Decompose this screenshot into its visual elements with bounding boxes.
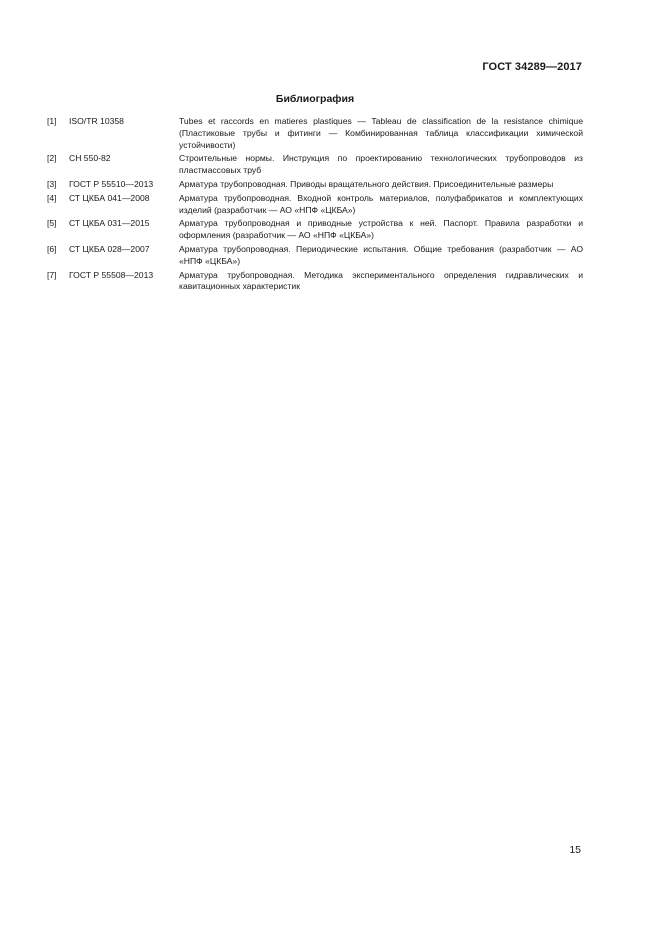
entry-number: [3]: [47, 178, 57, 189]
entry-number: [5]: [47, 218, 57, 229]
entry-document-code: СТ ЦКБА 028—2007: [69, 243, 150, 254]
entry-document-code: СТ ЦКБА 031—2015: [69, 218, 150, 229]
entry-title: Tubes et raccords en matieres plastiques — Tableau de classification de la resistance chimique (Пластиковые трубы и фитинги — Комбинированная таблица классификации химической устойчивости): [179, 116, 583, 150]
bibliography-entry: [47, 116, 583, 151]
entry-document-code: ГОСТ Р 55508—2013: [69, 269, 154, 280]
entry-number: [6]: [47, 243, 57, 254]
document-code: ГОСТ 34289—2017: [482, 61, 582, 73]
entry-title: Строительные нормы. Инструкция по проектированию технологических трубопроводов из пластмассовых труб: [179, 153, 583, 176]
entry-number: [1]: [47, 116, 57, 126]
entry-document-code: ISO/TR 10358: [69, 116, 124, 126]
entry-title: Арматура трубопроводная и приводные устройства к ней. Паспорт. Правила разработки и оформления (разработчик — АО «НПФ «ЦКБА»): [179, 218, 583, 241]
page-number: 15: [569, 844, 581, 856]
bibliography-entry: [47, 193, 583, 217]
entry-title: Арматура трубопроводная. Периодические испытания. Общие требования (разработчик — АО «НПФ «ЦКБА»): [179, 243, 583, 266]
bibliography-entry: [47, 218, 583, 242]
entry-number: [2]: [47, 153, 57, 164]
bibliography-entry: [47, 153, 583, 177]
entry-document-code: ГОСТ Р 55510—2013: [69, 178, 154, 189]
bibliography-entry: [47, 270, 583, 294]
entry-title: Арматура трубопроводная. Методика экспериментального определения гидравлических и кавитационных характеристик: [179, 269, 583, 292]
bibliography-list: [47, 116, 583, 295]
entry-title: Арматура трубопроводная. Приводы вращательного действия. Присоединительные размеры: [179, 178, 554, 189]
entry-title: Арматура трубопроводная. Входной контроль материалов, полуфабрикатов и комплектующих изделий (разработчик — АО «НПФ «ЦКБА»): [179, 192, 583, 215]
section-title: Библиография: [275, 93, 355, 105]
entry-number: [4]: [47, 192, 57, 203]
entry-document-code: СН 550-82: [69, 153, 111, 164]
bibliography-entry: [47, 179, 583, 191]
entry-number: [7]: [47, 269, 57, 280]
bibliography-entry: [47, 244, 583, 268]
entry-document-code: СТ ЦКБА 041—2008: [69, 192, 150, 203]
